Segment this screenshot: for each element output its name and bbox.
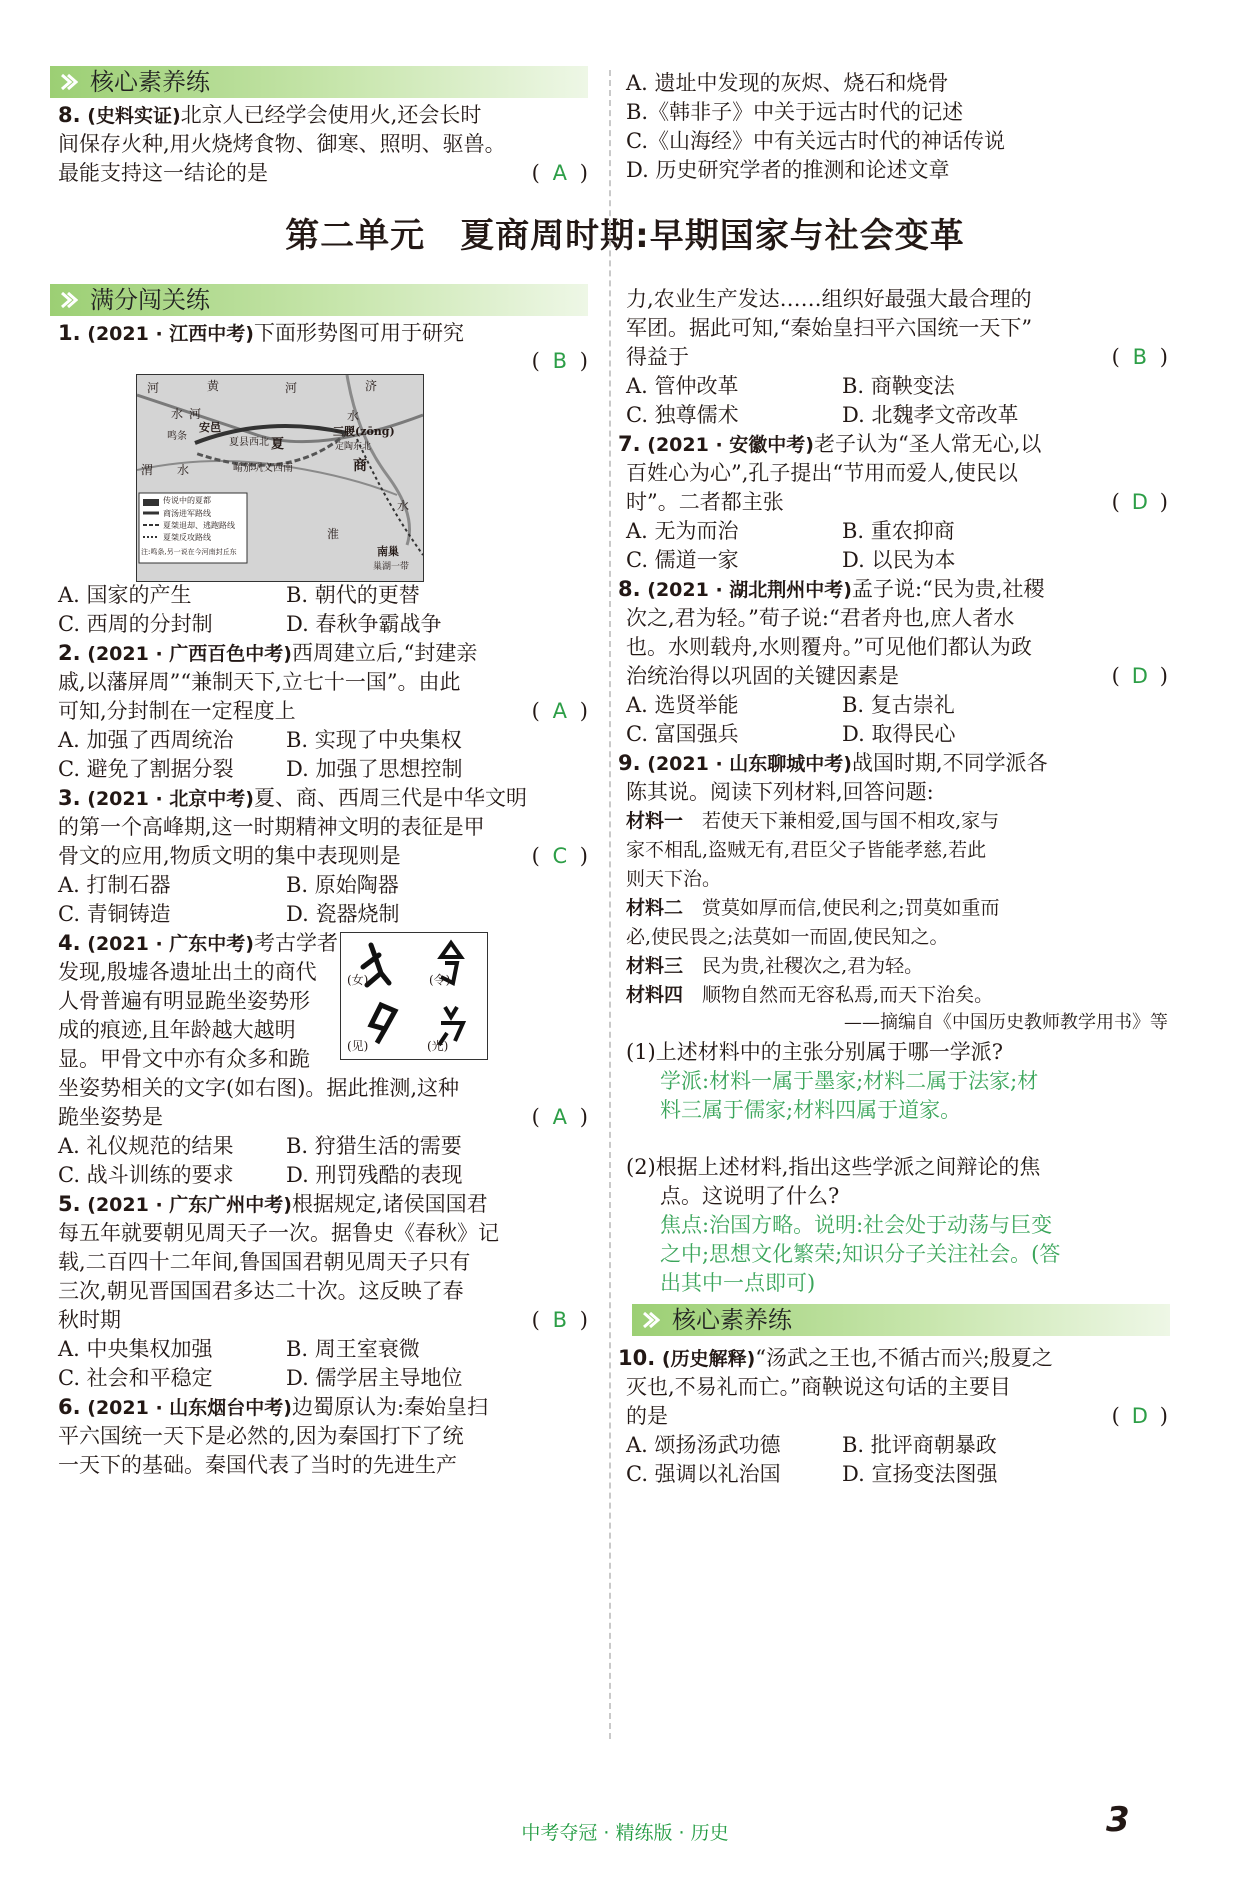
- map-label: 黄: [207, 379, 220, 393]
- question-text: “汤武之王也,不循古而兴;殷夏之: [755, 1346, 1053, 1370]
- question-tag: (史料实证): [87, 105, 181, 127]
- question-text: 秋时期: [58, 1308, 121, 1332]
- question-text: 一天下的基础。秦国代表了当时的先进生产: [58, 1453, 457, 1477]
- option-c: C. 青铜铸造: [58, 902, 171, 926]
- question-text: 得益于: [626, 345, 689, 369]
- option-c: C. 社会和平稳定: [58, 1366, 213, 1390]
- question-text: 夏、商、西周三代是中华文明: [253, 786, 527, 810]
- map-legend-item: 夏桀反攻路线: [163, 533, 211, 542]
- material-text: 民为贵,社稷次之,君为轻。: [702, 955, 924, 977]
- map-label: 河: [285, 381, 298, 395]
- question-text: 力,农业生产发达……组织好最强大最合理的: [626, 287, 1032, 311]
- option-b: B. 批评商朝暴政: [842, 1433, 997, 1457]
- question-text: 跪坐姿势是: [58, 1105, 163, 1129]
- answer-text: 料三属于儒家;材料四属于道家。: [660, 1098, 962, 1122]
- question-text: 考古学者: [253, 931, 338, 955]
- option-b: B. 实现了中央集权: [286, 728, 462, 752]
- material-source: ——摘编自《中国历史教师教学用书》等: [844, 1012, 1168, 1033]
- section-title: 满分闯关练: [90, 286, 210, 314]
- section-title: 核心素养练: [90, 68, 210, 96]
- question-text: 每五年就要朝见周天子一次。据鲁史《春秋》记: [58, 1221, 499, 1245]
- answer-letter: D: [1131, 664, 1148, 688]
- glyph-label-jian: (见): [347, 1039, 369, 1053]
- question-number: 3.: [58, 786, 81, 810]
- answer-bracket: ( D ): [1112, 487, 1168, 517]
- option-c: C. 避免了割据分裂: [58, 757, 234, 781]
- map-label: 渭: [141, 463, 154, 477]
- question-text: 的第一个高峰期,这一时期精神文明的表征是甲: [58, 815, 485, 839]
- question-number: 4.: [58, 931, 81, 955]
- option-c: C. 西周的分封制: [58, 612, 213, 636]
- answer-bracket: ( D ): [1112, 1401, 1168, 1431]
- question-text: 西周建立后,“封建亲: [291, 641, 478, 665]
- answer-bracket: ( C ): [532, 841, 588, 871]
- option-d: D. 刑罚残酷的表现: [286, 1163, 463, 1187]
- question-number: 7.: [618, 432, 641, 456]
- material-text: 若使天下兼相爱,国与国不相攻,家与: [702, 810, 1000, 832]
- sub-question-2: (2)根据上述材料,指出这些学派之间辩论的焦: [626, 1155, 1041, 1179]
- section-header-full-score: [50, 284, 588, 316]
- answer-letter: B: [1132, 345, 1147, 369]
- answer-letter: A: [552, 1105, 567, 1129]
- chevron-right-icon: [642, 1311, 660, 1329]
- option-b: B. 商鞅变法: [842, 374, 955, 398]
- map-label: 三朡(zōng): [333, 425, 395, 438]
- glyph-label-nv: (女): [347, 973, 369, 987]
- left-column: [58, 318, 588, 1798]
- option-d: D. 瓷器烧制: [286, 902, 400, 926]
- question-8-options: [626, 68, 1168, 188]
- question-tag: (2021 · 广东中考): [87, 933, 254, 955]
- option-d: D. 北魏孝文帝改革: [842, 403, 1019, 427]
- question-text: 陈其说。阅读下列材料,回答问题:: [626, 780, 934, 804]
- question-text: 也。水则载舟,水则覆舟。”可见他们都认为政: [626, 635, 1032, 659]
- material-label: 材料一: [626, 810, 684, 832]
- option-a: A. 无为而治: [626, 519, 739, 543]
- question-number: 8.: [58, 103, 81, 127]
- question-5: [58, 1189, 488, 1219]
- map-label: 安邑: [199, 421, 221, 434]
- material-4: [626, 980, 993, 1010]
- option-c: C. 强调以礼治国: [626, 1462, 781, 1486]
- map-legend-item: 夏桀退却、逃跑路线: [163, 521, 235, 530]
- question-9: [618, 748, 1048, 778]
- answer-bracket: ( A ): [532, 158, 588, 188]
- material-3: [626, 951, 923, 981]
- option-c: C. 儒道一家: [626, 548, 739, 572]
- question-tag: (2021 · 山东聊城中考): [647, 753, 852, 775]
- option-a: A. 管仲改革: [626, 374, 739, 398]
- answer-letter: D: [1131, 1404, 1148, 1428]
- option-c: C. 富国强兵: [626, 722, 739, 746]
- unit-title: 第二单元 夏商周时期:早期国家与社会变革: [285, 216, 965, 256]
- question-text: 次之,君为轻。”荀子说:“君者舟也,庶人者水: [626, 606, 1015, 630]
- question-6: [58, 1392, 488, 1422]
- option-b: B. 朝代的更替: [286, 583, 420, 607]
- map-label: 南巢: [377, 545, 399, 558]
- answer-bracket: ( A ): [532, 1102, 588, 1132]
- option-d: D. 取得民心: [842, 722, 956, 746]
- map-label: 河: [189, 407, 202, 421]
- answer-letter: A: [552, 699, 567, 723]
- section-header-core-literacy-top: [50, 66, 588, 98]
- map-legend-item: 注:鸣条,另一说在今河南封丘东: [141, 548, 237, 556]
- option-d: D. 历史研究学者的推测和论述文章: [626, 158, 950, 182]
- answer-bracket: ( B ): [1112, 342, 1168, 372]
- answer-letter: A: [552, 161, 567, 185]
- question-text: 发现,殷墟各遗址出土的商代: [58, 960, 317, 984]
- material-text: 必,使民畏之;法莫如一而固,使民知之。: [626, 926, 949, 948]
- sub-question-1: (1)上述材料中的主张分别属于哪一学派?: [626, 1040, 1004, 1064]
- answer-text: 焦点:治国方略。说明:社会处于动荡与巨变: [660, 1213, 1053, 1237]
- question-tag: (2021 · 广东广州中考): [87, 1194, 292, 1216]
- option-b: B. 周王室衰微: [286, 1337, 420, 1361]
- material-label: 材料三: [626, 955, 684, 977]
- question-text: 下面形势图可用于研究: [253, 321, 464, 345]
- column-divider: [609, 70, 611, 1739]
- sub-question-2: 点。这说明了什么?: [660, 1184, 840, 1208]
- question-text: 老子认为“圣人常无心,以: [813, 432, 1042, 456]
- question-tag: (历史解释): [661, 1348, 756, 1370]
- option-b: B. 复古崇礼: [842, 693, 955, 717]
- material-text: 家不相乱,盗贼无有,君臣父子皆能孝慈,若此: [626, 839, 987, 861]
- material-label: 材料四: [626, 984, 684, 1006]
- glyph-label-ling: (令): [429, 973, 451, 987]
- historical-map: [136, 374, 424, 582]
- answer-bracket: ( D ): [1112, 661, 1168, 691]
- question-3: [58, 783, 527, 813]
- answer-text: 学派:材料一属于墨家;材料二属于法家;材: [660, 1069, 1039, 1093]
- option-a: A. 选贤举能: [626, 693, 739, 717]
- map-label: 夏: [271, 437, 285, 452]
- question-text: 平六国统一天下是必然的,因为秦国打下了统: [58, 1424, 464, 1448]
- question-tag: (2021 · 北京中考): [87, 788, 254, 810]
- map-label: 水: [177, 463, 190, 477]
- question-tag: (2021 · 江西中考): [87, 323, 254, 345]
- option-a: A. 遗址中发现的灰烬、烧石和烧骨: [626, 71, 949, 95]
- material-text: 赏莫如厚而信,使民利之;罚莫如重而: [702, 897, 1000, 919]
- answer-letter: D: [1131, 490, 1148, 514]
- question-7: [618, 429, 1041, 459]
- question-1: [58, 318, 464, 348]
- option-c: C. 战斗训练的要求: [58, 1163, 234, 1187]
- question-text: 孟子说:“民为贵,社稷: [851, 577, 1045, 601]
- question-10: [618, 1343, 1053, 1373]
- question-text: 可知,分封制在一定程度上: [58, 699, 296, 723]
- answer-letter: B: [552, 349, 567, 373]
- question-text: 根据规定,诸侯国国君: [291, 1192, 488, 1216]
- material-2: [626, 893, 999, 923]
- material-text: 顺物自然而无容私焉,而天下治矣。: [702, 984, 994, 1006]
- map-label: 河: [147, 381, 160, 395]
- option-a: A. 国家的产生: [58, 583, 192, 607]
- question-number: 5.: [58, 1192, 81, 1216]
- answer-text: 出其中一点即可): [660, 1271, 816, 1295]
- answer-bracket: ( B ): [532, 346, 588, 376]
- section-header-core-literacy-bottom: [632, 1304, 1170, 1336]
- question-number: 9.: [618, 751, 641, 775]
- map-label: 水: [347, 409, 360, 423]
- option-d: D. 儒学居主导地位: [286, 1366, 463, 1390]
- option-c: C.《山海经》中有关远古时代的神话传说: [626, 129, 1005, 153]
- page-number: 3: [1106, 1800, 1130, 1840]
- map-legend-item: 传说中的夏都: [163, 496, 211, 505]
- map-label: 巢湖一带: [373, 562, 410, 572]
- material-text: 则天下治。: [626, 868, 722, 890]
- answer-letter: C: [552, 844, 568, 868]
- chevron-right-icon: [60, 73, 78, 91]
- question-2: [58, 638, 477, 668]
- question-text: 坐姿势相关的文字(如右图)。据此推测,这种: [58, 1076, 460, 1100]
- option-d: D. 宣扬变法图强: [842, 1462, 998, 1486]
- question-tag: (2021 · 广西百色中考): [87, 643, 292, 665]
- question-text: 骨文的应用,物质文明的集中表现则是: [58, 844, 401, 868]
- question-text: 的是: [626, 1404, 668, 1428]
- question-4: [58, 928, 338, 958]
- section-title: 核心素养练: [672, 1306, 792, 1334]
- option-b: B. 狩猎生活的需要: [286, 1134, 462, 1158]
- option-b: B. 重农抑商: [842, 519, 955, 543]
- question-number: 10.: [618, 1346, 656, 1370]
- question-text: 百姓心为心”,孔子提出“节用而爱人,使民以: [626, 461, 1018, 485]
- glyph-label-guang: (光): [427, 1039, 449, 1053]
- page-footer: 中考夺冠 · 精练版 · 历史: [521, 1822, 729, 1844]
- map-label: 淮: [327, 527, 340, 541]
- question-text: 人骨普遍有明显跪坐姿势形: [58, 989, 310, 1013]
- option-a: A. 打制石器: [58, 873, 171, 897]
- answer-letter: B: [552, 1308, 567, 1332]
- oracle-bone-glyphs: [340, 932, 488, 1060]
- question-text: 载,二百四十二年间,鲁国国君朝见周天子只有: [58, 1250, 471, 1274]
- map-legend-item: 商汤进军路线: [163, 509, 211, 518]
- option-b: B.《韩非子》中关于远古时代的记述: [626, 100, 964, 124]
- option-b: B. 原始陶器: [286, 873, 399, 897]
- chevron-right-icon: [60, 291, 78, 309]
- question-text: 边蜀原认为:秦始皇扫: [291, 1395, 489, 1419]
- map-label: 商: [353, 458, 367, 474]
- question-tag: (2021 · 山东烟台中考): [87, 1397, 292, 1419]
- question-text: 三次,朝见晋国国君多达二十次。这反映了春: [58, 1279, 464, 1303]
- map-label: 定陶东北: [335, 442, 372, 452]
- question-text: 最能支持这一结论的是: [58, 161, 268, 185]
- question-text: 显。甲骨文中亦有众多和跪: [58, 1047, 310, 1071]
- question-number: 6.: [58, 1395, 81, 1419]
- question-number: 1.: [58, 321, 81, 345]
- material-1: [626, 806, 999, 836]
- question-tag: (2021 · 安徽中考): [647, 434, 814, 456]
- question-tag: (2021 · 湖北荆州中考): [647, 579, 852, 601]
- question-text: 灭也,不易礼而亡。”商鞅说这句话的主要目: [626, 1375, 1011, 1399]
- option-c: C. 独尊儒术: [626, 403, 739, 427]
- question-8-top: [58, 100, 588, 190]
- question-text: 北京人已经学会使用火,还会长时: [180, 103, 482, 127]
- map-label: 济: [365, 379, 378, 393]
- question-8: [618, 574, 1044, 604]
- map-label: 水: [171, 407, 184, 421]
- option-d: D. 春秋争霸战争: [286, 612, 442, 636]
- map-label: 夏县西北: [229, 437, 269, 448]
- answer-text: 之中;思想文化繁荣;知识分子关注社会。(答: [660, 1242, 1061, 1266]
- option-a: A. 加强了西周统治: [58, 728, 234, 752]
- option-a: A. 礼仪规范的结果: [58, 1134, 234, 1158]
- option-a: A. 中央集权加强: [58, 1337, 213, 1361]
- map-label: 鸣条: [167, 431, 187, 442]
- answer-bracket: ( B ): [532, 1305, 588, 1335]
- question-text: 战国时期,不同学派各: [851, 751, 1048, 775]
- question-text: 军团。据此可知,“秦始皇扫平六国统一天下”: [626, 316, 1033, 340]
- question-text: 时”。二者都主张: [626, 490, 784, 514]
- answer-bracket: ( A ): [532, 696, 588, 726]
- question-text: 戚,以藩屏周”“兼制天下,立七十一国”。由此: [58, 670, 461, 694]
- option-d: D. 以民为本: [842, 548, 956, 572]
- question-text: 成的痕迹,且年龄越大越明: [58, 1018, 296, 1042]
- question-number: 2.: [58, 641, 81, 665]
- map-label: 崤邠巩义西南: [233, 463, 293, 474]
- question-number: 8.: [618, 577, 641, 601]
- right-column: [618, 284, 1168, 1784]
- question-text: 治统治得以巩固的关键因素是: [626, 664, 899, 688]
- option-d: D. 加强了思想控制: [286, 757, 463, 781]
- option-a: A. 颂扬汤武功德: [626, 1433, 781, 1457]
- question-text: 间保存火种,用火烧烤食物、御寒、照明、驱兽。: [58, 132, 506, 156]
- map-label: 水: [397, 499, 410, 513]
- material-label: 材料二: [626, 897, 684, 919]
